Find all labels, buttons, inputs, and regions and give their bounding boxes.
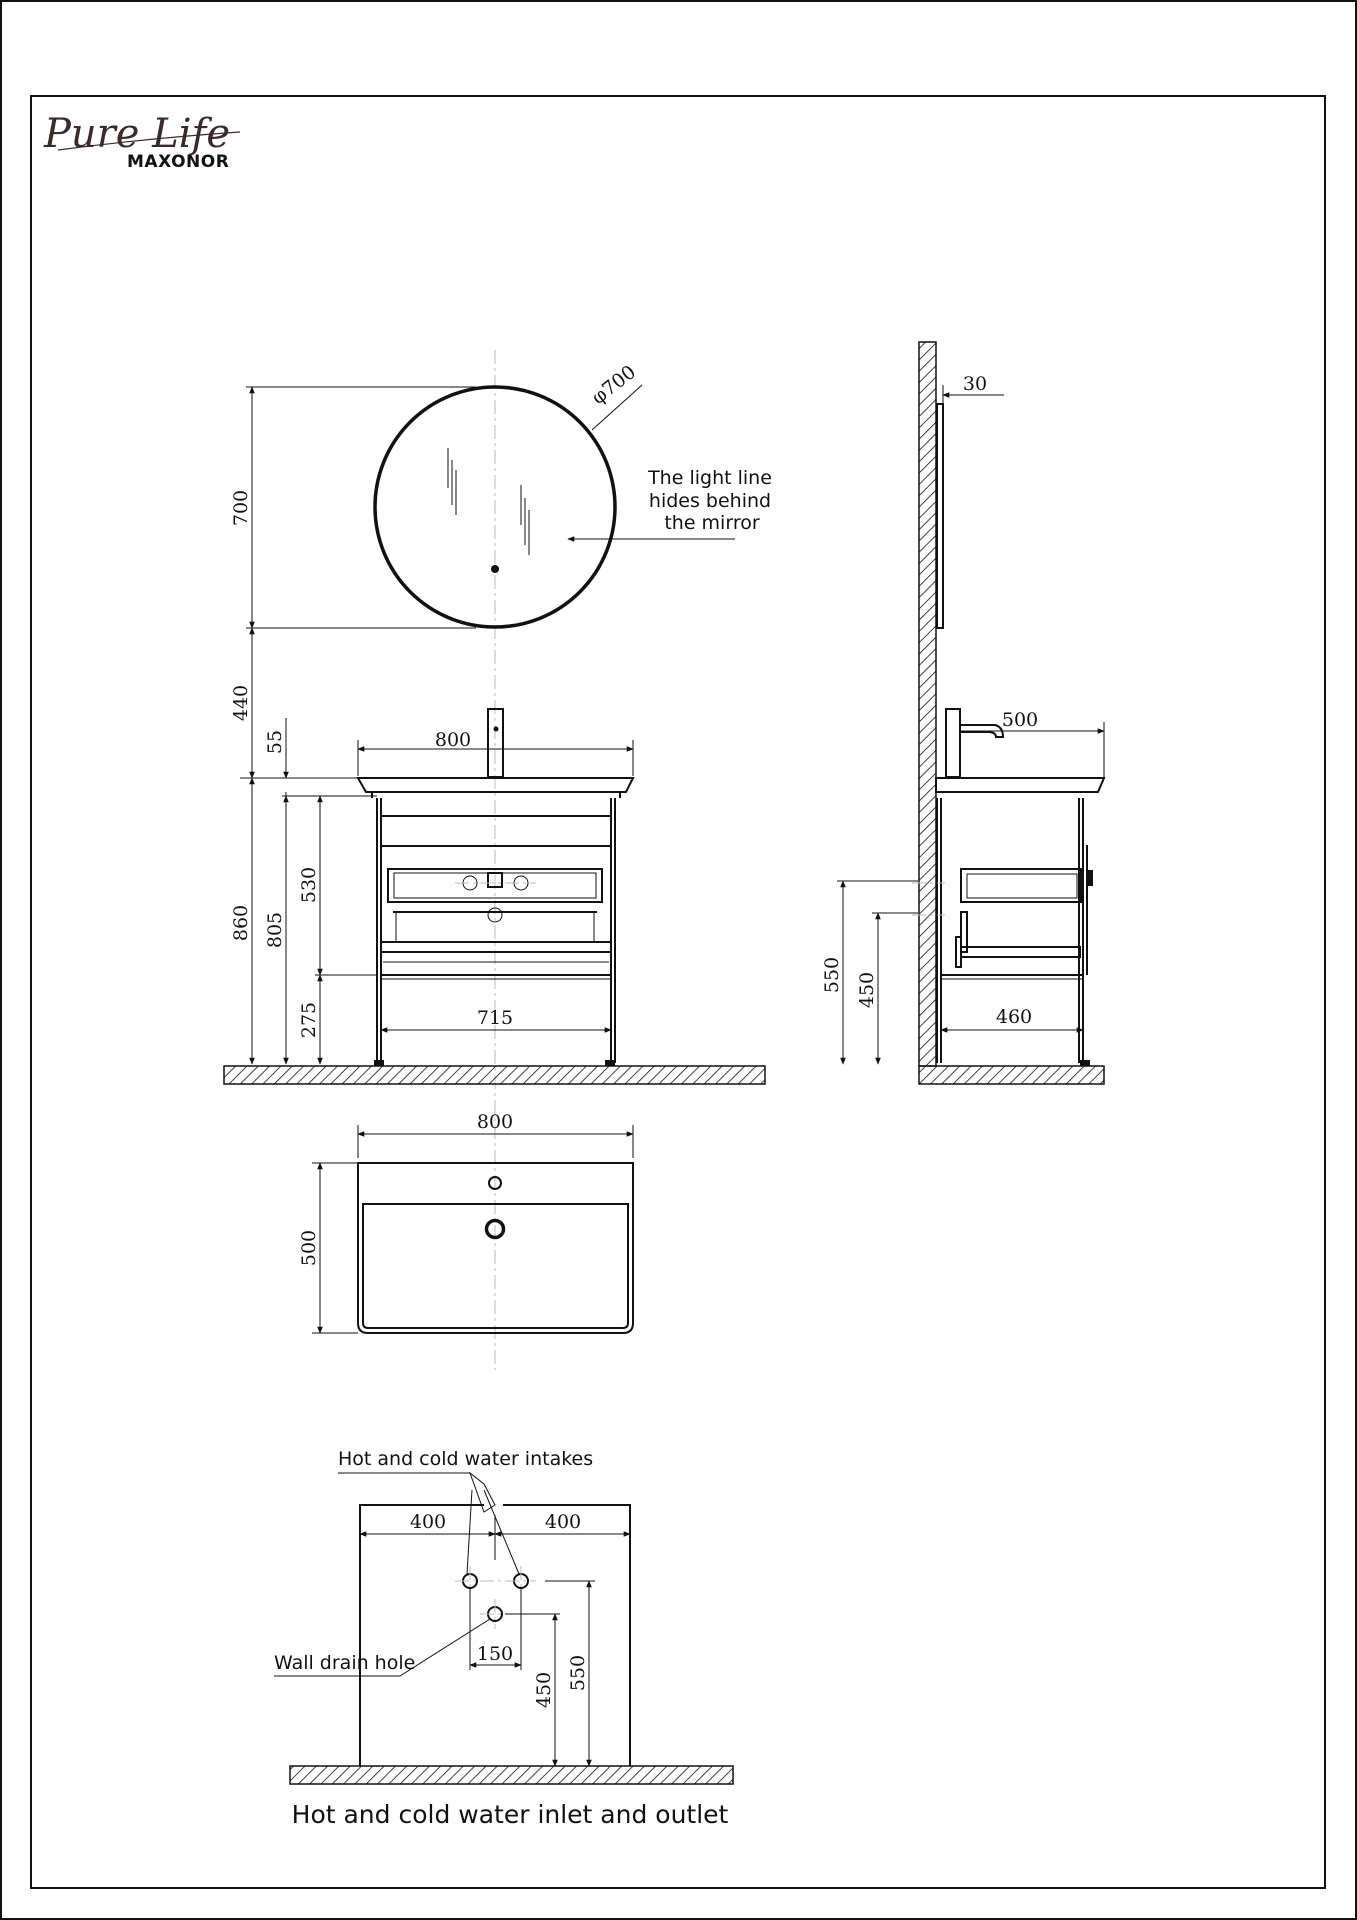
dim-basin-depth: 500 [1001,709,1039,731]
outer-border [1,1,1356,1919]
dim-mirror-diameter: φ700 [587,361,641,409]
mirror-side-profile [937,404,943,628]
plumbing-caption: Hot and cold water inlet and outlet [291,1800,729,1829]
floor-side [919,1066,1104,1084]
basin-side [936,778,1104,792]
wall-section [919,342,936,1066]
floor-front [224,1066,765,1084]
mirror-reflection-marks [448,448,529,555]
dim-frame-depth: 460 [995,1006,1033,1028]
drawing-frame [31,96,1325,1888]
dim-right-offset: 400 [544,1511,582,1533]
dim-mirror-depth: 30 [962,373,988,395]
front-view [224,350,772,1370]
dim-top-depth: 500 [298,1229,320,1267]
dim-basin-width: 800 [434,729,472,751]
dim-drain-height-side: 450 [856,971,878,1009]
brand-logo [43,111,240,172]
dim-left-offset: 400 [409,1511,447,1533]
dim-top-width: 800 [476,1111,514,1133]
dim-mirror-height: 700 [230,489,252,527]
floor-plumbing [290,1766,733,1784]
dim-leg-height: 275 [298,1001,320,1039]
mirror-note-line-1: The light line [648,467,772,489]
dim-inlet-height: 550 [567,1654,589,1692]
brand-script: Pure Life [44,111,231,157]
dim-basin-thickness: 55 [264,729,286,755]
mirror-note-line-3: the mirror [664,512,760,534]
plumbing-view [274,1448,733,1829]
faucet-side [946,709,960,777]
dim-total-height: 860 [230,904,252,942]
dim-gap-above-basin: 440 [230,684,252,722]
brand-name: MAXONOR [127,152,230,172]
dim-drain-height: 450 [533,1671,555,1709]
intakes-label: Hot and cold water intakes [338,1448,594,1470]
mirror-note-line-2: hides behind [648,490,772,512]
dim-cabinet-height: 805 [264,911,286,949]
mirror-switch-dot [491,565,499,573]
dim-inlet-spacing: 150 [476,1643,514,1665]
top-view [298,1111,633,1333]
lower-shelf [381,942,611,952]
drain-label: Wall drain hole [274,1652,416,1674]
dim-inlet-height-side: 550 [821,956,843,994]
dim-drawer-zone: 530 [298,866,320,904]
side-view [821,342,1104,1084]
dim-frame-width: 715 [476,1007,514,1029]
